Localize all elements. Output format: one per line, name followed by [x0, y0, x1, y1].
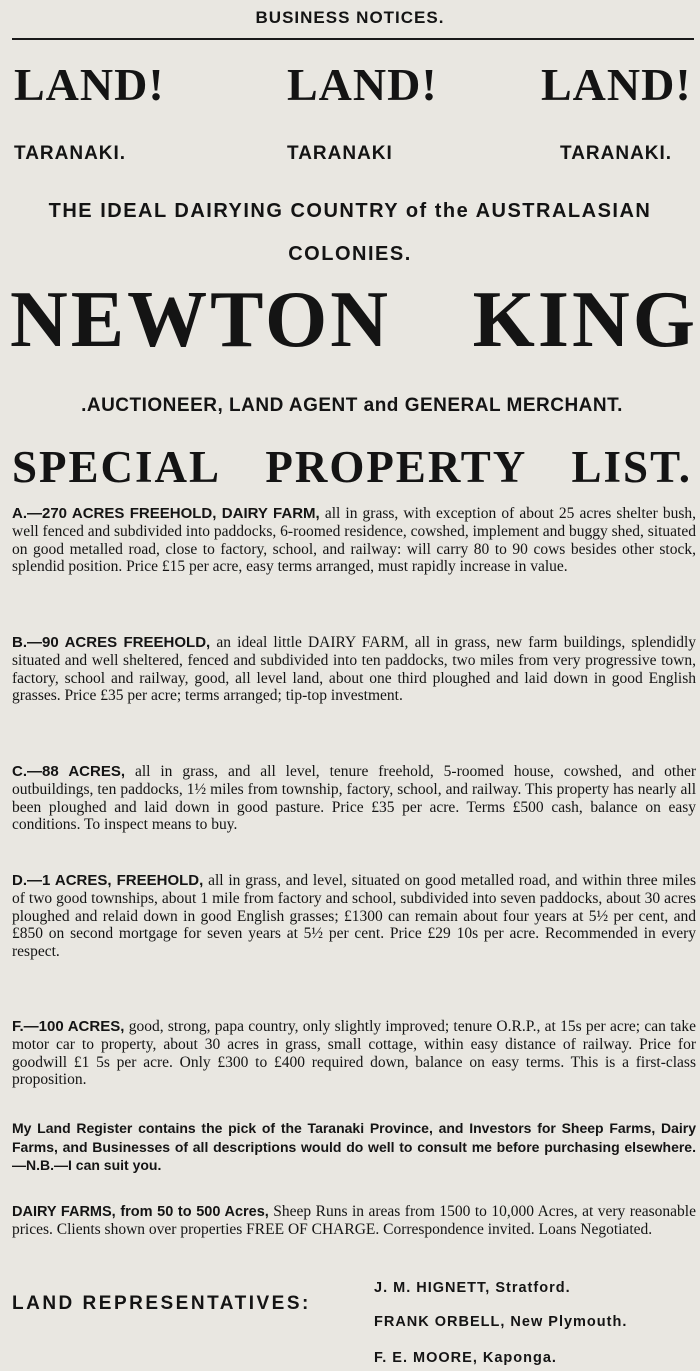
dairy-farms-notice: [12, 1203, 696, 1239]
list-title-word3: LIST.: [571, 442, 692, 492]
land-heading-left: LAND!: [14, 59, 165, 110]
representative-new-plymouth: FRANK ORBELL, New Plymouth.: [374, 1314, 628, 1330]
listing-f: [12, 1018, 696, 1089]
listing-body: an ideal little DAIRY FARM, all in grass, new farm buildings, splendidly situated and well sheltered, fenced and subdivided into ten paddocks, two miles from very progressive town, factory, school and railway, good, all level land, about one third ploughed and laid down in good English grasses. Price £35 per acre; terms arranged; tip-top investment.: [12, 634, 697, 705]
listing-d: [12, 872, 696, 961]
representative-kaponga: F. E. MOORE, Kaponga.: [374, 1350, 557, 1366]
tagline-line1: THE IDEAL DAIRYING COUNTRY of the AUSTRALASIAN: [48, 200, 652, 222]
listing-lead: F.—100 ACRES,: [12, 1018, 125, 1035]
tagline-line2: COLONIES.: [288, 243, 412, 265]
listing-a: [12, 505, 696, 576]
listing-c: [12, 763, 696, 834]
listing-lead: C.—88 ACRES,: [12, 763, 126, 780]
listing-body: all in grass, and all level, tenure freehold, 5-roomed house, cowshed, and other outbuildings, ten paddocks, 1½ miles from township, factory, school, and railway. This property has nearly all been ploughed and laid down in good pasture. Price £35 per acre. Terms £500 cash, balance on easy conditions. To inspect means to buy.: [12, 763, 696, 834]
dairy-farms-body: Sheep Runs in areas from 1500 to 10,000 Acres, at very reasonable prices. Clients shown over properties FREE OF CHARGE. Correspondence invited. Loans Negotiated.: [12, 1203, 696, 1238]
listing-body: good, strong, papa country, only slightly improved; tenure O.R.P., at 15s per acre; can take motor car to property, about 30 acres in grass, small cottage, within easy distance of railway. Price for goodwill £1 5s per acre. Only £300 to £400 required down, balance on easy terms. This is a first-class proposition.: [12, 1018, 697, 1089]
land-heading-right: LAND!: [541, 59, 692, 110]
advertiser-name-first: NEWTON: [10, 276, 392, 364]
representatives-label: LAND REPRESENTATIVES:: [12, 1293, 311, 1314]
header-rule: [12, 38, 694, 40]
listing-body: all in grass, and level, situated on good metalled road, and within three miles of two good townships, about 1 mile from factory and school, subdivided into seven paddocks, about 30 acres ploughed and relaid down in good English grasses; £1300 can remain about four years at 5½ per cent, and £850 on second mortgage for seven years at 5½ per cent. Price £29 10s per acre. Recommended in every respect.: [12, 872, 697, 961]
list-title-word1: SPECIAL: [12, 442, 222, 492]
advertiser-name-last: KING: [472, 276, 698, 364]
section-header: BUSINESS NOTICES.: [255, 8, 445, 27]
listing-body: all in grass, with exception of about 25 acres shelter bush, well fenced and subdivided into paddocks, 6-roomed residence, cowshed, implement and buggy shed, situated on good metalled road, close to factory, school, and railway: will carry 80 to 90 cows besides other stock, splendid position. Price £15 per acre, easy terms arranged, must rapidly increase in value.: [12, 505, 697, 576]
land-heading-center: LAND!: [287, 59, 438, 110]
listing-lead: D.—1 ACRES, FREEHOLD,: [12, 872, 204, 889]
taranaki-heading-center: TARANAKI: [287, 143, 393, 164]
representative-stratford: J. M. HIGNETT, Stratford.: [374, 1280, 571, 1296]
listing-b: [12, 634, 696, 705]
taranaki-heading-right: TARANAKI.: [560, 143, 673, 164]
land-register-notice: My Land Register contains the pick of the Taranaki Province, and Investors for Sheep Farms, Dairy Farms, and Businesses of all descriptions would do well to consult me before purchasing elsewhere.—N.B.—I can suit you.: [12, 1120, 696, 1173]
taranaki-heading-left: TARANAKI.: [14, 143, 127, 164]
advertiser-trades: .AUCTIONEER, LAND AGENT and GENERAL MERCHANT.: [81, 395, 623, 416]
list-title: [12, 442, 692, 492]
list-title-word2: PROPERTY: [265, 442, 528, 492]
dairy-farms-lead: DAIRY FARMS, from 50 to 500 Acres,: [12, 1204, 269, 1220]
listing-lead: B.—90 ACRES FREEHOLD,: [12, 634, 211, 651]
advertiser-name: [10, 276, 698, 364]
listing-lead: A.—270 ACRES FREEHOLD, DAIRY FARM,: [12, 505, 320, 522]
